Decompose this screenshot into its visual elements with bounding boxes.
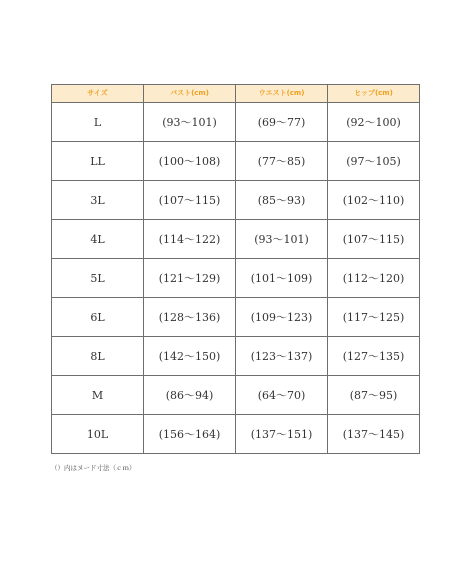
table-row: [52, 298, 420, 337]
table-row: [52, 103, 420, 142]
header-bust: バスト(cm): [144, 85, 236, 103]
size-cell: 5L: [52, 259, 144, 298]
bust-cell: (156～164): [144, 415, 236, 454]
waist-cell: (123～137): [236, 337, 328, 376]
bust-cell: (121～129): [144, 259, 236, 298]
waist-cell: (85～93): [236, 181, 328, 220]
size-cell: L: [52, 103, 144, 142]
bust-cell: (86～94): [144, 376, 236, 415]
table-row: [52, 337, 420, 376]
table-row: [52, 142, 420, 181]
bust-cell: (107～115): [144, 181, 236, 220]
size-cell: 8L: [52, 337, 144, 376]
size-cell: 10L: [52, 415, 144, 454]
waist-cell: (137～151): [236, 415, 328, 454]
header-waist: ウエスト(cm): [236, 85, 328, 103]
hip-cell: (117～125): [328, 298, 420, 337]
header-row: [52, 85, 420, 103]
size-cell: 4L: [52, 220, 144, 259]
bust-cell: (93～101): [144, 103, 236, 142]
waist-cell: (77～85): [236, 142, 328, 181]
hip-cell: (87～95): [328, 376, 420, 415]
size-cell: 3L: [52, 181, 144, 220]
table-row: [52, 220, 420, 259]
nude-size-note: （）内はヌード寸法（ｃｍ）: [51, 464, 136, 472]
hip-cell: (137～145): [328, 415, 420, 454]
waist-cell: (109～123): [236, 298, 328, 337]
bust-cell: (128～136): [144, 298, 236, 337]
hip-cell: (92～100): [328, 103, 420, 142]
waist-cell: (93～101): [236, 220, 328, 259]
hip-cell: (107～115): [328, 220, 420, 259]
size-cell: M: [52, 376, 144, 415]
waist-cell: (101～109): [236, 259, 328, 298]
size-cell: LL: [52, 142, 144, 181]
hip-cell: (112～120): [328, 259, 420, 298]
bust-cell: (142～150): [144, 337, 236, 376]
size-cell: 6L: [52, 298, 144, 337]
header-hip: ヒップ(cm): [328, 85, 420, 103]
bust-cell: (100～108): [144, 142, 236, 181]
table-row: [52, 376, 420, 415]
table-row: [52, 181, 420, 220]
size-table: [51, 84, 420, 454]
bust-cell: (114～122): [144, 220, 236, 259]
hip-cell: (97～105): [328, 142, 420, 181]
waist-cell: (69～77): [236, 103, 328, 142]
hip-cell: (102～110): [328, 181, 420, 220]
table-row: [52, 259, 420, 298]
waist-cell: (64～70): [236, 376, 328, 415]
hip-cell: (127～135): [328, 337, 420, 376]
table-row: [52, 415, 420, 454]
header-size: サイズ: [52, 85, 144, 103]
